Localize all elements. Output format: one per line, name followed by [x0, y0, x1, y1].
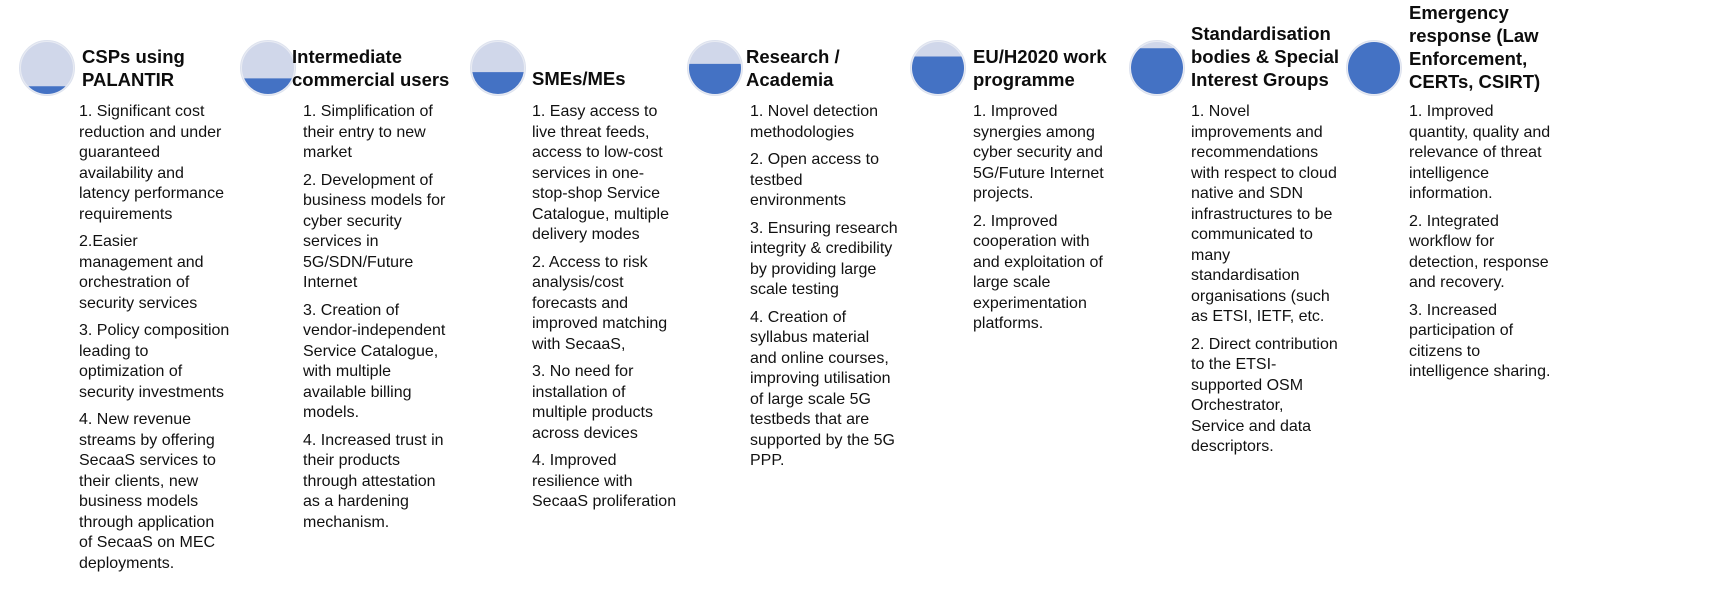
- list-item: 4. New revenue streams by offering SecaaS services to their clients, new business models through application of SecaaS on MEC deployments.: [79, 411, 216, 572]
- list-item: 2.Easier management and orchestration of security services: [79, 233, 204, 312]
- benefit-list: [750, 102, 898, 479]
- list-item: 4. Improved resilience with SecaaS proliferation: [532, 452, 677, 510]
- benefit-list: [303, 102, 449, 540]
- column-title: Intermediate commercial users: [292, 46, 450, 90]
- benefit-list: [1191, 102, 1339, 465]
- fill-gauge: [1348, 42, 1400, 94]
- list-item: 2. Access to risk analysis/cost forecasts and improved matching with SecaaS,: [532, 253, 668, 353]
- column-title: Standardisation bodies & Special Interest Groups: [1191, 23, 1340, 90]
- list-item: 4. Creation of syllabus material and online courses, improving utilisation of large scale 5G testbeds that are supported by the 5G PPP.: [750, 308, 895, 469]
- progress-ball-icon: [687, 40, 743, 96]
- benefit-list: [79, 102, 231, 581]
- list-item: 1. Novel detection methodologies: [750, 103, 879, 141]
- progress-ball-icon: [470, 40, 526, 96]
- progress-ball-icon: [910, 40, 966, 96]
- column-title: Research / Academia: [746, 46, 840, 90]
- benefit-list: [532, 102, 678, 520]
- list-item: 1. Significant cost reduction and under guaranteed availability and latency performance requirements: [79, 103, 224, 223]
- column-title: Emergency response (Law Enforcement, CERTs, CSIRT): [1409, 2, 1541, 92]
- list-item: 2. Open access to testbed environments: [750, 151, 879, 209]
- list-item: 2. Improved cooperation with and exploitation of large scale experimentation platforms.: [973, 212, 1103, 332]
- fill-gauge: [472, 42, 524, 94]
- list-item: 2. Development of business models for cyber security services in 5G/SDN/Future Internet: [303, 171, 446, 291]
- list-item: 4. Increased trust in their products through attestation as a hardening mechanism.: [303, 431, 444, 531]
- progress-ball-icon: [1346, 40, 1402, 96]
- gauge-track: [21, 42, 73, 94]
- fill-gauge: [242, 42, 294, 94]
- fill-gauge: [912, 42, 964, 94]
- list-item: 3. Ensuring research integrity & credibility by providing large scale testing: [750, 219, 898, 298]
- gauge-fill: [472, 72, 523, 94]
- gauge-fill: [689, 64, 741, 94]
- list-item: 1. Novel improvements and recommendations with respect to cloud native and SDN infrastructures to be communicated to many standardisation organisations (such as ETSI, IETF, etc.: [1191, 103, 1337, 325]
- list-item: 1. Easy access to live threat feeds, access to low-cost services in one-stop-shop Service Catalogue, multiple delivery modes: [532, 103, 669, 243]
- benefit-list: [1409, 102, 1551, 390]
- list-item: 1. Improved quantity, quality and relevance of threat intelligence information.: [1409, 103, 1551, 202]
- gauge-fill: [1348, 42, 1400, 94]
- progress-ball-icon: [240, 40, 296, 96]
- progress-ball-icon: [19, 40, 75, 96]
- list-item: 2. Integrated workflow for detection, response and recovery.: [1409, 212, 1549, 291]
- gauge-fill: [244, 78, 292, 94]
- fill-gauge: [21, 42, 73, 94]
- list-item: 3. No need for installation of multiple products across devices: [532, 363, 653, 442]
- list-item: 1. Improved synergies among cyber security and 5G/Future Internet projects.: [973, 103, 1104, 202]
- progress-ball-icon: [1129, 40, 1185, 96]
- list-item: 3. Policy composition leading to optimization of security investments: [79, 322, 230, 401]
- fill-gauge: [689, 42, 741, 94]
- gauge-fill: [1131, 48, 1183, 94]
- column-title: CSPs using PALANTIR: [82, 46, 185, 90]
- column-title: SMEs/MEs: [532, 68, 626, 89]
- list-item: 3. Increased participation of citizens to intelligence sharing.: [1409, 301, 1551, 380]
- gauge-fill: [28, 86, 65, 94]
- list-item: 3. Creation of vendor-independent Service Catalogue, with multiple available billing models.: [303, 301, 446, 421]
- fill-gauge: [1131, 42, 1183, 94]
- column-title: EU/H2020 work programme: [973, 46, 1107, 90]
- gauge-fill: [912, 57, 964, 94]
- list-item: 1. Simplification of their entry to new market: [303, 103, 433, 161]
- list-item: 2. Direct contribution to the ETSI-supported OSM Orchestrator, Service and data descriptors.: [1191, 335, 1338, 455]
- benefit-list: [973, 102, 1115, 342]
